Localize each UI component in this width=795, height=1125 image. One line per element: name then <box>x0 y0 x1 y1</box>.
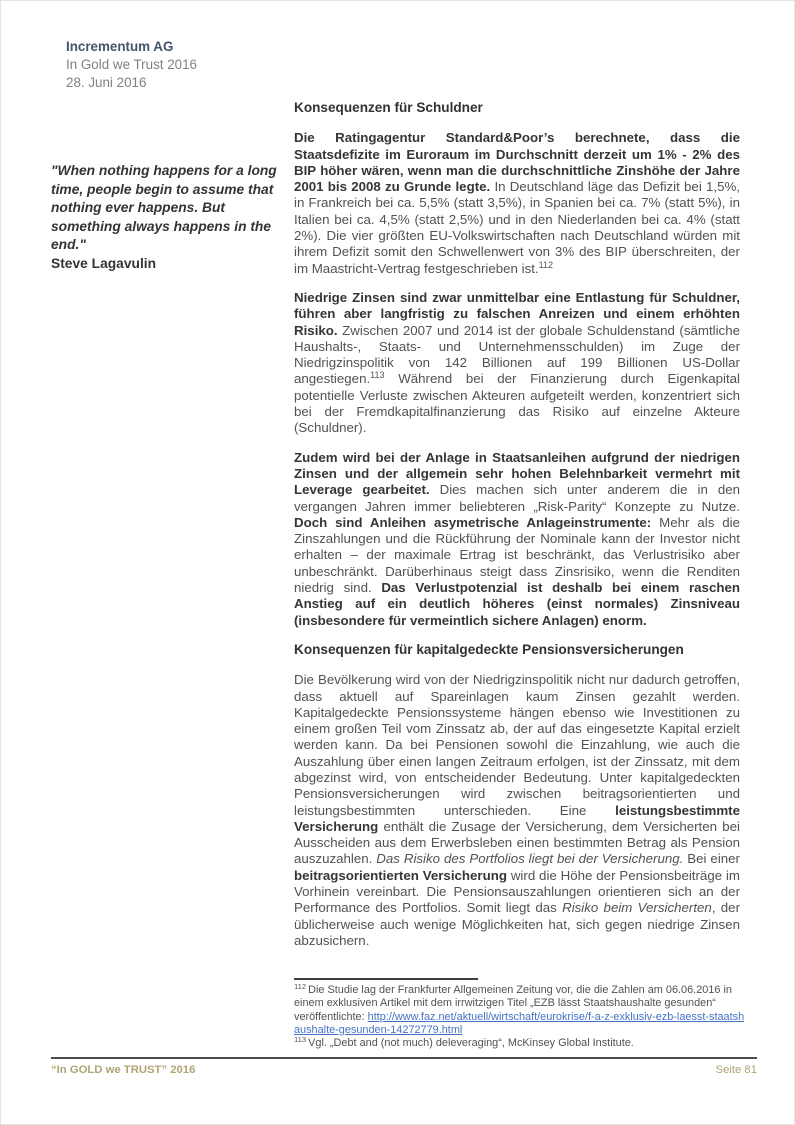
text-run: Die Bevölkerung wird von der Niedrigzinspolitik nicht nur dadurch getroffen, dass aktuell auf Spareinlagen kaum Zinsen gezahlt werden. Kapitalgedeckte Pensionssysteme hängen ebenso wie Investitionen zu einem großen Teil vom Zinssatz ab, der auf das eingesetzte Kapital erzielt werden kann. Da bei Pensionen sowohl die Einzahlung, wie auch die Auszahlung über einen langen Zeitraum erfolgen, ist der Zinssatz, mit dem abgezinst wird, von entscheidender Bedeutung. Unter kapitalgedeckten Pensionsversicherungen wird zwischen beitragsorientierten und leistungsbestimmten unterschieden. Eine <box>294 672 740 818</box>
paragraph-leverage <box>294 450 740 629</box>
paragraph-niedrige-zinsen <box>294 290 740 437</box>
footnote-marker: 113 <box>294 1035 307 1045</box>
text-run: Während bei der Finanzierung durch Eigenkapital potentielle Verluste zwischen Akteuren aufgeteilt werden, konzentriert sich bei der Fremdkapitalfinanzierung das Risiko auf einzelne Akteure (Schuldner). <box>294 371 740 436</box>
text-run: Bei einer <box>687 851 740 867</box>
quote-author: Steve Lagavulin <box>51 255 157 271</box>
text-run: leistungsbestimmte Versicherung <box>294 802 740 834</box>
section-heading-pensionsversicherungen: Konsequenzen für kapitalgedeckte Pensionsversicherungen <box>294 641 684 657</box>
text-run: Niedrige Zinsen sind zwar unmittelbar eine Entlastung für Schuldner, führen aber langfristig zu falschen Anreizen und einem erhöhten Risiko. <box>294 289 740 338</box>
paragraph-pensionen <box>294 672 740 949</box>
margin-quote <box>51 162 291 274</box>
text-run: Die Ratingagentur Standard&Poor’s berechnete, dass die Staatsdefizite im Euroraum im Durchschnitt derzeit um 1% - 2% des BIP höher wären, wenn man die durchschnittliche Zinshöhe der Jahre 2001 bis 2008 zu Grunde legte. <box>294 130 740 195</box>
text-run: Dies machen sich unter anderem die in den vergangen Jahren immer beliebteren „Risk-Parity“ Konzepte zu Nutze. <box>294 482 741 514</box>
text-run: wird die Höhe der Pensionsbeiträge im Vorhinein vereinbart. Die Pensionsauszahlungen orientieren sich an der Performance des Portfolios. Somit liegt das <box>294 867 740 916</box>
footer-report-title: “In GOLD we TRUST” 2016 <box>51 1064 196 1076</box>
text-run: enthält die Zusage der Versicherung, dem Versicherten bei Ausscheiden aus dem Erwerbsleben einen bestimmten Betrag als Pension auszuzahlen. <box>294 818 740 867</box>
paragraph-ratings <box>294 130 740 277</box>
page-footer <box>51 1063 757 1077</box>
footnote-text <box>294 984 744 1036</box>
text-run: Vgl. „Debt and (not much) deleveraging“, McKinsey Global Institute. <box>308 1037 634 1050</box>
footnote-separator <box>294 978 478 980</box>
main-column <box>294 100 740 962</box>
footer-page-number: Seite 81 <box>715 1064 757 1076</box>
text-run: Zwischen 2007 und 2014 ist der globale Schuldenstand (sämtliche Haushalts-, Staats- und Unternehmensschulden) im Zuge der Niedrigzinspolitik von 142 Billionen auf 199 Billionen US-Dollar angestiegen. <box>294 322 741 387</box>
footnote-113 <box>294 1037 746 1050</box>
footnote-112 <box>294 984 746 1037</box>
footnotes-section <box>294 978 746 1050</box>
footnote-text <box>308 1037 634 1049</box>
text-run: beitragsorientierten Versicherung <box>294 867 511 883</box>
quote-text: "When nothing happens for a long time, people begin to assume that nothing ever happens. But something always happens in the end." <box>51 163 277 253</box>
text-run: 112 <box>538 259 554 270</box>
text-run: , der üblicherweise auch wenige Möglichkeiten hat, sich gegen niedrige Zinsen abzusichern. <box>294 900 740 948</box>
text-run: Das Verlustpotenzial ist deshalb bei einem raschen Anstieg auf ein deutlich höheres (einst normales) Zinsniveau (insbesondere für vermeintlich sichere Anlagen) enorm. <box>294 580 740 628</box>
text-run: Zudem wird bei der Anlage in Staatsanleihen aufgrund der niedrigen Zinsen und der allgemein sehr hohen Belehnbarkeit vermehrt mit Leverage gearbeitet. <box>294 449 740 498</box>
header-company: Incrementum AG <box>66 39 174 54</box>
section-heading-schuldner: Konsequenzen für Schuldner <box>294 100 483 115</box>
page-header <box>66 38 197 92</box>
text-run: Risiko beim Versicherten <box>562 900 712 916</box>
text-run: 113 <box>370 370 385 381</box>
footnote-link[interactable]: http://www.faz.net/aktuell/wirtschaft/eurokrise/f-a-z-exklusiv-ezb-laesst-staatshaushalte-gesunden-14272779.html <box>294 1010 745 1036</box>
header-report-title: In Gold we Trust 2016 <box>66 57 198 72</box>
text-run: Doch sind Anleihen asymetrische Anlageinstrumente: <box>294 514 660 530</box>
footer-divider <box>51 1057 757 1059</box>
text-run: Die Studie lag der Frankfurter Allgemeinen Zeitung vor, die die Zahlen am 06.06.2016 in einem exklusiven Artikel mit dem irrwitzigen Titel „EZB lässt Staatshaushalte gesunden“ veröffentlichte: <box>294 984 732 1023</box>
text-run: In Deutschland läge das Defizit bei 1,5%, in Frankreich bei ca. 5,5% (statt 3,5%), in Spanien bei ca. 7% (statt 5%), in Italien bei ca. 4,5% (statt 2,5%) und in den Niederlanden bei ca. 4% (statt 2%). Die vier größten EU-Volkswirtschaften nach Deutschland würden mit ihrem Defizit somit den Schwellenwert von 3% des BIP überschreiten, der im Maastricht-Vertrag festgeschrieben ist. <box>294 179 740 276</box>
header-date: 28. Juni 2016 <box>66 75 147 90</box>
text-run: Das Risiko des Portfolios liegt bei der Versicherung. <box>376 851 688 867</box>
footnote-marker: 112 <box>294 982 307 992</box>
text-run: Mehr als die Zinszahlungen und die Rückführung der Nominale kann der Investor nicht erhalten – der maximale Ertrag ist beschränkt, das Verlustrisiko aber unbeschränkt. Darüberhinaus steigt dass Zinsrisiko, wenn die Renditen niedrig sind. <box>294 514 740 596</box>
